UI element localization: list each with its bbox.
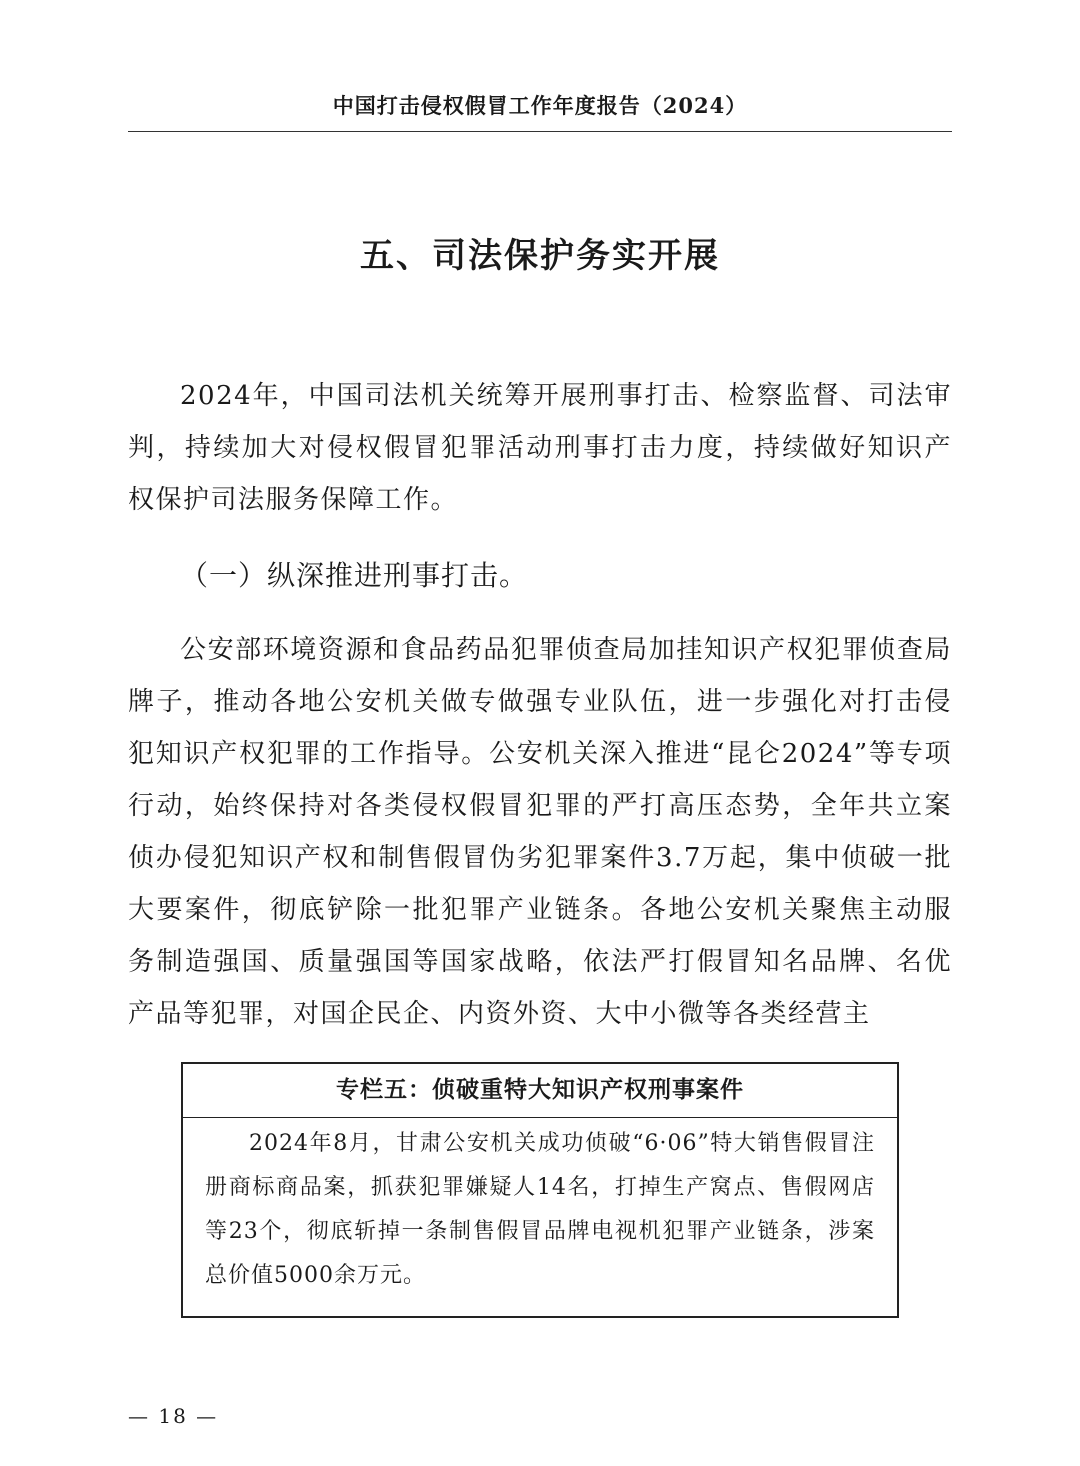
- chapter-title: 五、司法保护务实开展: [360, 236, 720, 276]
- section-heading: （一）纵深推进刑事打击。: [180, 559, 529, 592]
- page-number: — 18 —: [128, 1404, 219, 1428]
- section-paragraph: [128, 624, 952, 1040]
- sidebar-text: 2024年8月，甘肃公安机关成功侦破“6·06”特大销售假冒注册商标商品案，抓获犯罪嫌疑人14名，打掉生产窝点、售假网店等23个，彻底斩掉一条制售假冒品牌电视机犯罪产业链条，涉案总价值5000余万元。: [205, 1131, 875, 1288]
- sidebar-title: 专栏五：侦破重特大知识产权刑事案件: [183, 1064, 897, 1118]
- intro-paragraph: [128, 370, 952, 526]
- sidebar-box: [181, 1062, 899, 1318]
- intro-text: 2024年，中国司法机关统筹开展刑事打击、检察监督、司法审判，持续加大对侵权假冒犯罪活动刑事打击力度，持续做好知识产权保护司法服务保障工作。: [128, 381, 952, 515]
- sidebar-body: [183, 1118, 897, 1298]
- header-divider: [128, 131, 952, 132]
- section-paragraph-text: 公安部环境资源和食品药品犯罪侦查局加挂知识产权犯罪侦查局牌子，推动各地公安机关做专做强专业队伍，进一步强化对打击侵犯知识产权犯罪的工作指导。公安机关深入推进“昆仑2024”等专项行动，始终保持对各类侵权假冒犯罪的严打高压态势，全年共立案侦办侵犯知识产权和制售假冒伪劣犯罪案件3.7万起，集中侦破一批大要案件，彻底铲除一批犯罪产业链条。各地公安机关聚焦主动服务制造强国、质量强国等国家战略，依法严打假冒知名品牌、名优产品等犯罪，对国企民企、内资外资、大中小微等各类经营主: [128, 635, 952, 1029]
- running-header: 中国打击侵权假冒工作年度报告（2024）: [332, 93, 748, 118]
